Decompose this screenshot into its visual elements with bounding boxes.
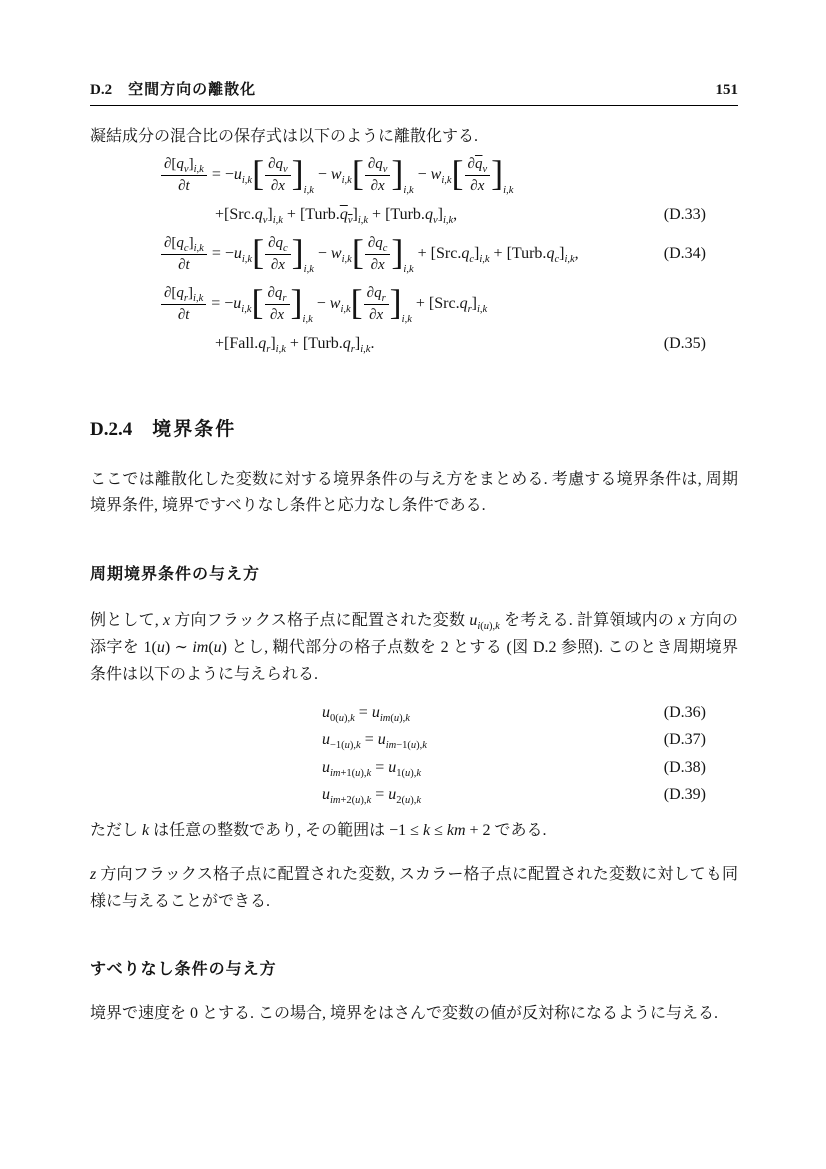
equation-row [90,150,738,200]
equation-row [90,229,738,279]
paragraph-no-slip: 境界で速度を 0 とする. この場合, 境界をはさんで変数の値が反対称になるように与える. [90,1005,719,1022]
equation-number: (D.38) [663,758,706,776]
subheading-periodic-boundary: 周期境界条件の与え方 [90,566,261,583]
paragraph-k-range: ただし k は任意の整数であり, その範囲は −1 ≤ k ≤ km + 2 である. [90,822,547,839]
equation-number: (D.34) [663,245,706,262]
page-number: 151 [715,82,738,98]
header-section-number: D.2 [90,82,113,98]
section-title: 境界条件 [152,419,237,440]
equation-row [90,699,738,727]
equation-math: $\frac{\partial[q_v]_{i,k}}{\partial t}$ = $-u_{i,k}$[ $\frac{\partial q_v}{\partial x}$ ]$_{i,k} - w_{i,k}$[ $\frac{\partial q_v}{\partial x}$ ]$_{i,k} - w_{i,k}$[ $\frac{\partial\overline{q}_v}{\partial x}$ ]$_{i,k}$ [160,155,513,196]
running-header [90,78,738,106]
equation-number: (D.36) [663,703,706,721]
equation-row [90,727,738,755]
equation-row [90,329,738,358]
equation-math: $+[Src.q_v]_{i,k}$ + $[Turb.q_v]_{i,k}$ + $[Turb.q_v]_{i,k}$, [215,205,458,226]
equation-row [90,782,738,810]
equation-row [90,200,738,229]
header-left [90,78,256,99]
equation-math: $u_{im+1(u),k} = u_{1(u),k}$ [322,758,422,779]
paragraph-z-direction: z 方向フラックス格子点に配置された変数, スカラー格子点に配置された変数に対しても同様に与えることができる. [90,866,738,910]
subheading-no-slip: すべりなし条件の与え方 [90,961,277,978]
paragraph-intro-discretization: 凝結成分の混合比の保存式は以下のように離散化する. [90,128,479,145]
equation-number: (D.35) [663,334,706,352]
equation-group-periodic-boundary [90,699,738,809]
equation-number: (D.39) [663,786,706,804]
section-number: D.2.4 [90,419,133,440]
paragraph-periodic-example: 例として, x 方向フラックス格子点に配置された変数 $u_{i(u),k}$ を考える. 計算領域内の x 方向の添字を 1(u) ∼ im(u) とし, 糊代部分の格子点数を 2 とする (図 D.2 参照). このとき周期境界条件は以下のように与えられる. [90,612,738,683]
equation-math: $+[Fall.q_r]_{i,k}$ + $[Turb.q_r]_{i,k}$. [215,334,375,355]
equation-row [90,279,738,329]
paragraph-boundary-conditions-intro: ここでは離散化した変数に対する境界条件の与え方をまとめる. 考慮する境界条件は, 周期境界条件, 境界ですべりなし条件と応力なし条件である. [90,471,738,514]
header-section-title: 空間方向の離散化 [128,81,257,98]
equation-math: $u_{-1(u),k} = u_{im-1(u),k}$ [322,731,427,752]
equation-number: (D.33) [663,205,706,223]
equation-group-condensate-conservation [90,150,738,358]
equation-math: $\frac{\partial[q_c]_{i,k}}{\partial t}$ = $-u_{i,k}$[ $\frac{\partial q_c}{\partial x}$ ]$_{i,k} - w_{i,k}$[ $\frac{\partial q_c}{\partial x}$ ]$_{i,k} + [Src.q_c]_{i,k}$ + $[Turb.q_c]_{i,k}$, [160,234,579,275]
page-content [90,0,738,1169]
equation-math: $\frac{\partial[q_r]_{i,k}}{\partial t}$ = $-u_{i,k}$[ $\frac{\partial q_r}{\partial x}$ ]$_{i,k} - w_{i,k}$[ $\frac{\partial q_r}{\partial x}$ ]$_{i,k} + [Src.q_r]_{i,k}$ [160,284,487,325]
equation-math: $u_{0(u),k} = u_{im(u),k}$ [322,703,410,724]
equation-number: (D.37) [663,731,706,749]
equation-row [90,754,738,782]
equation-math: $u_{im+2(u),k} = u_{2(u),k}$ [322,786,422,807]
section-heading-d24 [90,414,738,441]
